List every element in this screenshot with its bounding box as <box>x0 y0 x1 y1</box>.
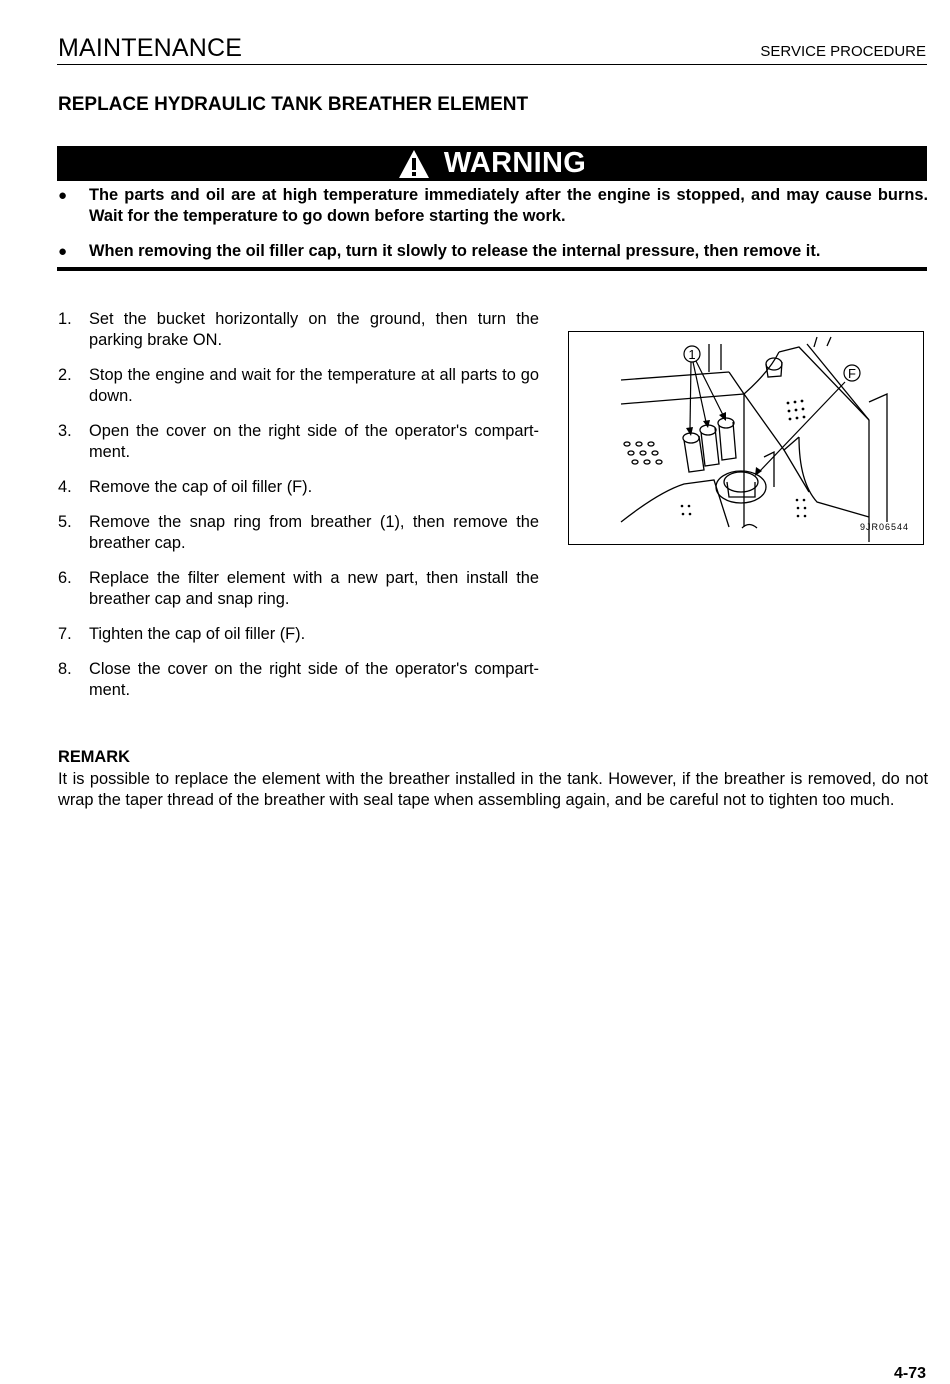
remark-title: REMARK <box>58 748 130 766</box>
breather-location-figure <box>568 331 924 545</box>
callout-f-label: F <box>848 366 856 381</box>
warning-triangle-icon <box>398 149 430 179</box>
procedure-step <box>58 624 539 645</box>
procedure-step <box>58 477 539 498</box>
callout-1-label: 1 <box>688 347 696 362</box>
step-text: Open the cover on the right side of the operator's compart-ment. <box>89 422 539 461</box>
step-text: Replace the filter element with a new part, then install the breather cap and snap ring. <box>89 569 539 608</box>
warning-banner <box>57 146 927 181</box>
step-number: 1. <box>58 310 72 328</box>
step-number: 3. <box>58 422 72 440</box>
step-text: Tighten the cap of oil filler (F). <box>89 625 306 643</box>
procedure-step <box>58 568 539 610</box>
procedure-step <box>58 365 539 407</box>
warning-bottom-rule <box>57 267 927 271</box>
step-number: 7. <box>58 625 72 643</box>
header-section-title: MAINTENANCE <box>58 34 243 62</box>
step-text: Stop the engine and wait for the temperature at all parts to go down. <box>89 366 539 405</box>
warning-item-text: When removing the oil filler cap, turn it slowly to release the internal pressure, then remove it. <box>89 242 821 260</box>
step-text: Close the cover on the right side of the operator's compart-ment. <box>89 660 539 699</box>
step-number: 8. <box>58 660 72 678</box>
step-number: 6. <box>58 569 72 587</box>
step-number: 4. <box>58 478 72 496</box>
step-number: 5. <box>58 513 72 531</box>
procedure-step <box>58 659 539 701</box>
step-text: Remove the cap of oil filler (F). <box>89 478 313 496</box>
page-number: 4-73 <box>893 1365 926 1382</box>
procedure-step <box>58 421 539 463</box>
header-divider <box>57 64 927 65</box>
procedure-steps <box>58 309 539 715</box>
warning-item-text: The parts and oil are at high temperature immediately after the engine is stopped, and may cause burns. Wait for the temperature to go down before starting the work. <box>89 186 928 225</box>
step-text: Set the bucket horizontally on the ground, then turn the parking brake ON. <box>89 310 539 349</box>
breather-illustration <box>569 332 923 544</box>
bullet-icon: ● <box>58 187 68 204</box>
step-number: 2. <box>58 366 72 384</box>
figure-code: 9JR06544 <box>859 522 909 532</box>
header-subsection: SERVICE PROCEDURE <box>760 43 926 60</box>
procedure-step <box>58 309 539 351</box>
procedure-step <box>58 512 539 554</box>
warning-label: WARNING <box>443 147 587 179</box>
bullet-icon: ● <box>58 243 68 260</box>
step-text: Remove the snap ring from breather (1), then remove the breather cap. <box>89 513 539 552</box>
warning-item <box>58 185 928 227</box>
warning-item <box>58 241 928 262</box>
remark-text: It is possible to replace the element with the breather installed in the tank. However, if the breather is removed, do not wrap the taper thread of the breather with seal tape when assembling again, and be careful not to tighten too much. <box>58 770 928 809</box>
page-title: REPLACE HYDRAULIC TANK BREATHER ELEMENT <box>58 94 529 115</box>
